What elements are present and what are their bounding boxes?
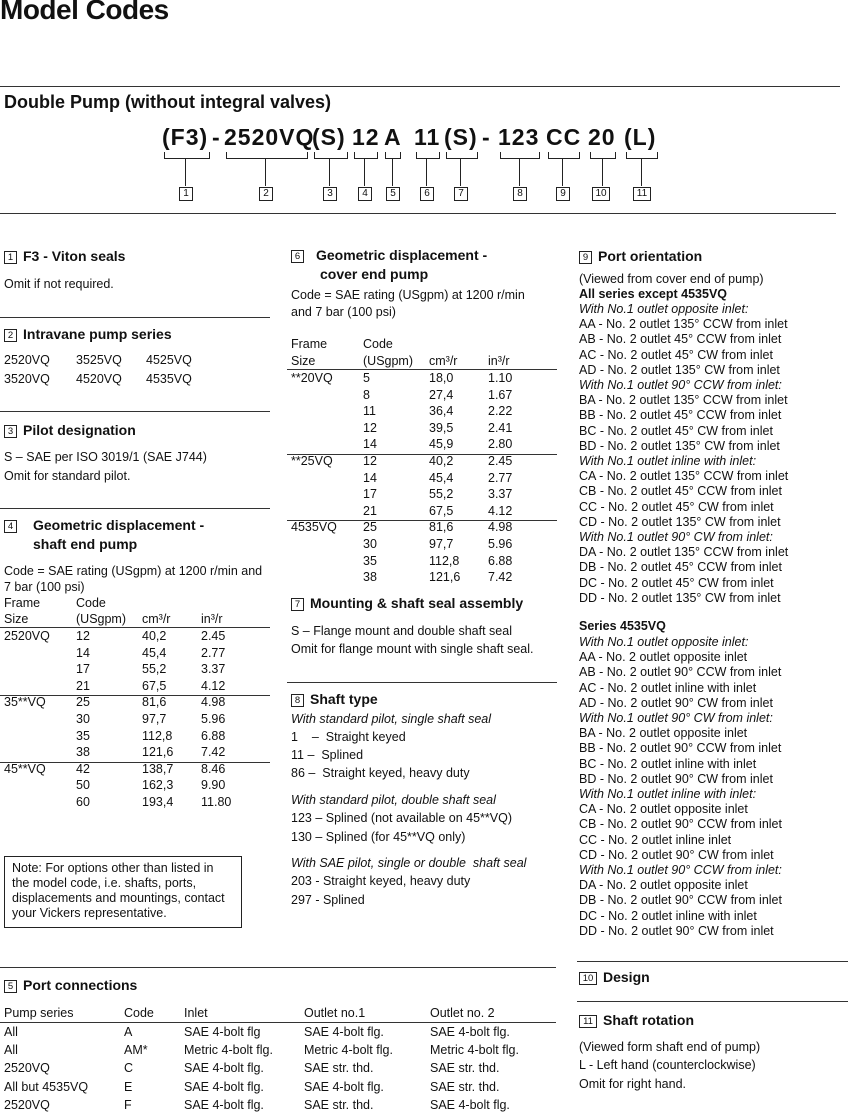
frame-size-cell [4, 728, 76, 744]
cm3-cell: 112,8 [142, 728, 173, 743]
cm3-cell: 97,7 [429, 537, 454, 551]
cm3-cell: 67,5 [429, 503, 454, 518]
code-cell: 14 [76, 645, 90, 660]
table-row [291, 503, 548, 519]
code-label: 7 [454, 187, 468, 201]
orientation-item: BC - No. 2 outlet 45° CW from inlet [579, 423, 773, 438]
frame-size-cell: **25VQ [291, 454, 333, 468]
table-row [291, 420, 548, 436]
orientation-group-heading: With No.1 outlet inline with inlet: [579, 454, 757, 469]
table-row [4, 777, 261, 793]
in3-cell: 4.98 [488, 520, 513, 535]
code-cell: 14 [363, 437, 377, 452]
section-11-line: L - Left hand (counterclockwise) [579, 1058, 756, 1072]
subtitle: Double Pump (without integral valves) [4, 92, 332, 112]
section-title-text: Port orientation [598, 248, 703, 264]
in3-cell: 11.80 [201, 795, 232, 809]
shaft-item: 11 – Splined [291, 748, 364, 762]
table-row [291, 453, 548, 469]
cm3-cell: 27,4 [429, 387, 454, 402]
frame-size-cell [291, 420, 363, 436]
orientation-item: AB - No. 2 outlet 45° CCW from inlet [579, 332, 782, 347]
orientation-item: CB - No. 2 outlet 90° CCW from inlet [579, 817, 782, 832]
in3-cell: 2.77 [201, 645, 226, 660]
code-label: 10 [592, 187, 610, 201]
table-cell: SAE 4-bolt flg. [184, 1079, 264, 1094]
orientation-item: BB - No. 2 outlet 90° CCW from inlet [579, 741, 782, 756]
code-part: 12 [352, 124, 380, 150]
section-10-title [579, 968, 650, 986]
orientation-item: BD - No. 2 outlet 90° CW from inlet [579, 771, 773, 786]
code-part: (L) [624, 124, 657, 150]
code-cell: 30 [76, 712, 90, 726]
orientation-item: CD - No. 2 outlet 135° CW from inlet [579, 514, 781, 529]
code-cell: 17 [76, 662, 90, 677]
section-11-line: (Viewed form shaft end of pump) [579, 1040, 761, 1054]
series-row: 3520VQ 4520VQ 4535VQ [4, 372, 192, 386]
code-label: 5 [386, 187, 400, 201]
frame-size-cell [4, 645, 76, 661]
section-title-text: Geometric displacement - [316, 247, 488, 263]
code-cell: 5 [363, 371, 370, 385]
orientation-item: BA - No. 2 outlet opposite inlet [579, 726, 748, 741]
table-cell: AM* [124, 1043, 148, 1058]
section-6-title [291, 246, 487, 264]
in3-cell: 1.67 [488, 387, 513, 402]
section-title-text: Geometric displacement - [33, 517, 205, 533]
frame-size-cell [4, 711, 76, 727]
orientation-item: CC - No. 2 outlet inline inlet [579, 832, 732, 847]
code-cell: 42 [76, 761, 90, 776]
orientation-item: DC - No. 2 outlet 45° CW from inlet [579, 575, 774, 590]
table-cell: SAE 4-bolt flg. [304, 1025, 384, 1039]
cm3-cell: 81,6 [429, 520, 454, 535]
code-part: 20 [588, 124, 616, 150]
orientation-item: AD - No. 2 outlet 90° CW from inlet [579, 695, 773, 710]
in3-cell: 4.12 [488, 503, 513, 518]
section-8-title [291, 690, 378, 708]
orientation-group-heading: With No.1 outlet opposite inlet: [579, 302, 749, 316]
section-3-line: S – SAE per ISO 3019/1 (SAE J744) [4, 450, 207, 464]
table-row [4, 678, 261, 694]
in3-cell: 7.42 [488, 570, 513, 585]
table-cell: SAE 4-bolt flg. [430, 1025, 510, 1039]
table-cell: SAE 4-bolt flg [184, 1025, 261, 1039]
in3-cell: 7.42 [201, 745, 226, 760]
note-line: displacements and mountings, contact [12, 891, 225, 905]
code-cell: 17 [363, 487, 377, 502]
section-6-desc: Code = SAE rating (USgpm) at 1200 r/min [291, 288, 525, 302]
section-number: 6 [291, 250, 304, 263]
in3-cell: 9.90 [201, 778, 226, 793]
code-cell: 60 [76, 795, 90, 809]
code-cell: 25 [363, 520, 377, 535]
orientation-item: CB - No. 2 outlet 45° CCW from inlet [579, 484, 782, 499]
section-7-line: S – Flange mount and double shaft seal [291, 624, 512, 638]
section-4-title-line2: shaft end pump [33, 536, 138, 552]
section-11-title [579, 1011, 694, 1029]
frame-size-cell [291, 553, 363, 569]
section-title-text: Shaft type [310, 691, 378, 707]
table-row [4, 1060, 550, 1076]
table-row [4, 794, 261, 810]
port-orientation-group-heading: All series except 4535VQ [579, 287, 728, 301]
table-cell: SAE 4-bolt flg. [430, 1097, 510, 1112]
code-part: CC [546, 124, 582, 150]
orientation-item: DB - No. 2 outlet 90° CCW from inlet [579, 893, 782, 908]
section-title-text: Shaft rotation [603, 1012, 694, 1028]
port-orientation-subtitle: (Viewed from cover end of pump) [579, 272, 764, 286]
code-label: 8 [513, 187, 527, 201]
code-dash: - [212, 124, 221, 150]
cm3-cell: 112,8 [429, 553, 460, 568]
in3-cell: 2.45 [201, 629, 226, 643]
orientation-item: DA - No. 2 outlet 135° CCW from inlet [579, 545, 789, 560]
cm3-cell: 45,4 [429, 470, 454, 485]
shaft-item: 1 – Straight keyed [291, 730, 406, 744]
frame-size-cell [291, 436, 363, 452]
code-rule [0, 213, 836, 214]
section-title-text: F3 - Viton seals [23, 248, 126, 264]
orientation-item: CA - No. 2 outlet opposite inlet [579, 802, 748, 817]
orientation-group-heading: With No.1 outlet opposite inlet: [579, 635, 749, 649]
table-row [4, 1042, 550, 1058]
code-label: 4 [358, 187, 372, 201]
in3-cell: 3.37 [201, 662, 226, 677]
port-orientation-list-all [579, 302, 788, 606]
code-label: 9 [556, 187, 570, 201]
section-title-text: Mounting & shaft seal assembly [310, 595, 524, 611]
orientation-item: AC - No. 2 outlet 45° CW from inlet [579, 347, 773, 362]
table-header: Size (USgpm) cm³/r in³/r [291, 354, 510, 368]
section-4-title [4, 516, 204, 534]
section-6-title-line2: cover end pump [320, 266, 429, 282]
in3-cell: 8.46 [201, 761, 226, 776]
code-part: (F3) [162, 124, 209, 150]
code-cell: 21 [76, 678, 90, 693]
table-row [291, 486, 548, 502]
table-cell: 2520VQ [4, 1061, 50, 1076]
code-part: 2520VQ [224, 124, 315, 150]
orientation-group-heading: With No.1 outlet 90° CCW from inlet: [579, 863, 782, 878]
shaft-item: 297 - Splined [291, 893, 365, 907]
in3-cell: 6.88 [201, 728, 226, 743]
code-cell: 50 [76, 778, 90, 793]
frame-size-cell [4, 661, 76, 677]
frame-size-cell: 2520VQ [4, 629, 50, 643]
cm3-cell: 162,3 [142, 778, 174, 793]
code-label: 3 [323, 187, 337, 201]
table-cell: SAE str. thd. [430, 1079, 500, 1094]
code-cell: 21 [363, 503, 377, 518]
orientation-item: DD - No. 2 outlet 135° CW from inlet [579, 590, 781, 605]
frame-size-cell [4, 744, 76, 760]
table-header: Pump series Code Inlet Outlet no.1 Outlet no. 2 [4, 1006, 495, 1020]
orientation-item: AC - No. 2 outlet inline with inlet [579, 680, 757, 695]
shaft-group-heading: With standard pilot, single shaft seal [291, 712, 491, 726]
frame-size-cell [291, 503, 363, 519]
in3-cell: 2.45 [488, 454, 513, 468]
table-row [291, 553, 548, 569]
cm3-cell: 18,0 [429, 371, 454, 385]
cm3-cell: 39,5 [429, 420, 454, 435]
table-cell: All [4, 1043, 18, 1058]
section-1-text: Omit if not required. [4, 277, 114, 291]
section-title-text: Intravane pump series [23, 326, 172, 342]
orientation-item: AA - No. 2 outlet opposite inlet [579, 650, 748, 665]
code-cell: 35 [76, 728, 90, 743]
in3-cell: 2.77 [488, 470, 513, 485]
section-number: 10 [579, 972, 597, 985]
code-cell: 30 [363, 537, 377, 551]
table-row [4, 1079, 550, 1095]
table-row [4, 645, 261, 661]
code-cell: 11 [363, 404, 376, 419]
port-orientation-list-4535 [579, 635, 782, 939]
table-cell: SAE 4-bolt flg. [184, 1097, 264, 1112]
orientation-item: CA - No. 2 outlet 135° CCW from inlet [579, 469, 789, 484]
code-cell: 35 [363, 553, 377, 568]
page-title: Model Codes [0, 0, 169, 25]
code-cell: 12 [76, 629, 90, 643]
table-row [291, 403, 548, 419]
orientation-item: BB - No. 2 outlet 45° CCW from inlet [579, 408, 782, 423]
table-row [291, 519, 548, 535]
section-3-title [4, 421, 136, 439]
orientation-item: DC - No. 2 outlet inline with inlet [579, 908, 757, 923]
table-cell: A [124, 1025, 133, 1039]
section-11-line: Omit for right hand. [579, 1077, 686, 1091]
frame-size-cell: 35**VQ [4, 695, 46, 710]
in3-cell: 2.22 [488, 404, 513, 419]
in3-cell: 4.98 [201, 695, 226, 710]
cm3-cell: 36,4 [429, 404, 454, 419]
frame-size-cell [4, 794, 76, 810]
table-row [291, 436, 548, 452]
table-cell: 2520VQ [4, 1097, 50, 1112]
table-row [291, 536, 548, 552]
orientation-item: BD - No. 2 outlet 135° CW from inlet [579, 438, 780, 453]
orientation-item: AD - No. 2 outlet 135° CW from inlet [579, 362, 780, 377]
table-cell: SAE str. thd. [304, 1097, 374, 1112]
section-title-text: Design [603, 969, 650, 985]
shaft-item: 86 – Straight keyed, heavy duty [291, 766, 470, 780]
frame-size-cell [4, 777, 76, 793]
note-line: the model code, i.e. shafts, ports, [12, 876, 197, 890]
shaft-item: 203 - Straight keyed, heavy duty [291, 874, 471, 888]
table-row [4, 744, 261, 760]
frame-size-cell [291, 470, 363, 486]
table-cell: SAE str. thd. [430, 1061, 500, 1076]
note-line: your Vickers representative. [12, 906, 167, 920]
orientation-group-heading: With No.1 outlet inline with inlet: [579, 787, 757, 802]
table-row [291, 470, 548, 486]
code-dash: - [482, 124, 491, 150]
section-7-title [291, 594, 523, 612]
code-cell: 8 [363, 387, 370, 402]
table-cell: F [124, 1097, 132, 1112]
code-cell: 14 [363, 470, 377, 485]
cm3-cell: 138,7 [142, 761, 174, 776]
cm3-cell: 81,6 [142, 695, 167, 710]
title-rule [0, 86, 840, 87]
code-label: 1 [179, 187, 193, 201]
orientation-group-heading: With No.1 outlet 90° CCW from inlet: [579, 378, 782, 393]
cm3-cell: 121,6 [429, 570, 461, 585]
table-header: Size (USgpm) cm³/r in³/r [4, 612, 223, 626]
code-label: 11 [633, 187, 651, 201]
section-number: 9 [579, 251, 592, 264]
code-part: 11 [414, 124, 441, 150]
section-3-line: Omit for standard pilot. [4, 469, 131, 483]
code-part: 123 [498, 124, 540, 150]
in3-cell: 4.12 [201, 678, 226, 693]
orientation-item: CD - No. 2 outlet 90° CW from inlet [579, 847, 774, 862]
frame-size-cell [291, 486, 363, 502]
table-cell: Metric 4-bolt flg. [430, 1043, 519, 1058]
table-row [291, 370, 548, 386]
code-part: (S) [312, 124, 346, 150]
table-row [4, 628, 261, 644]
cm3-cell: 55,2 [429, 487, 454, 502]
orientation-group-heading: With No.1 outlet 90° CW from inlet: [579, 530, 773, 545]
code-part: (S) [444, 124, 478, 150]
orientation-item: DD - No. 2 outlet 90° CW from inlet [579, 923, 774, 938]
section-number: 3 [4, 425, 17, 438]
orientation-group-heading: With No.1 outlet 90° CW from inlet: [579, 711, 773, 726]
section-6-desc: and 7 bar (100 psi) [291, 305, 396, 319]
cm3-cell: 45,4 [142, 645, 167, 660]
section-number: 11 [579, 1015, 597, 1028]
table-row [4, 711, 261, 727]
table-cell: E [124, 1079, 133, 1094]
table-row [4, 728, 261, 744]
port-orientation-group-heading: Series 4535VQ [579, 619, 666, 633]
frame-size-cell [291, 403, 363, 419]
in3-cell: 6.88 [488, 553, 513, 568]
orientation-item: DA - No. 2 outlet opposite inlet [579, 878, 748, 893]
section-number: 1 [4, 251, 17, 264]
cm3-cell: 40,2 [429, 454, 454, 468]
table-row [291, 569, 548, 585]
table-cell: Metric 4-bolt flg. [184, 1043, 273, 1058]
table-header: Frame Code [291, 337, 393, 351]
cm3-cell: 193,4 [142, 795, 174, 809]
section-number: 4 [4, 520, 17, 533]
code-cell: 25 [76, 695, 90, 710]
in3-cell: 5.96 [488, 537, 513, 551]
cm3-cell: 121,6 [142, 745, 174, 760]
section-title-text: Port connections [23, 977, 138, 993]
shaft-item: 130 – Splined (for 45**VQ only) [291, 830, 466, 844]
section-2-title [4, 325, 172, 343]
in3-cell: 5.96 [201, 712, 226, 726]
note-box [4, 856, 242, 928]
orientation-item: CC - No. 2 outlet 45° CW from inlet [579, 499, 774, 514]
section-number: 8 [291, 694, 304, 707]
shaft-group-heading: With standard pilot, double shaft seal [291, 793, 496, 807]
frame-size-cell: 45**VQ [4, 761, 46, 776]
frame-size-cell [291, 536, 363, 552]
cm3-cell: 67,5 [142, 678, 167, 693]
table-row [4, 761, 261, 777]
orientation-item: DB - No. 2 outlet 45° CCW from inlet [579, 560, 782, 575]
section-4-desc: Code = SAE rating (USgpm) at 1200 r/min and [4, 564, 263, 578]
table-row [4, 661, 261, 677]
code-cell: 12 [363, 454, 377, 468]
shaft-item: 123 – Splined (not available on 45**VQ) [291, 811, 512, 825]
frame-size-cell [4, 678, 76, 694]
shaft-group-heading: With SAE pilot, single or double shaft seal [291, 856, 527, 870]
code-label: 2 [259, 187, 273, 201]
table-cell: SAE str. thd. [304, 1061, 374, 1076]
table-row [4, 1024, 550, 1040]
code-cell: 38 [363, 570, 377, 585]
section-4-desc: 7 bar (100 psi) [4, 580, 85, 594]
series-row: 2520VQ 3525VQ 4525VQ [4, 353, 192, 367]
section-7-line: Omit for flange mount with single shaft seal. [291, 642, 534, 656]
section-number: 2 [4, 329, 17, 342]
table-cell: SAE 4-bolt flg. [184, 1061, 264, 1076]
orientation-item: BA - No. 2 outlet 135° CCW from inlet [579, 393, 788, 408]
code-cell: 12 [363, 420, 377, 435]
table-row [4, 694, 261, 710]
code-part: A [384, 124, 402, 150]
cm3-cell: 55,2 [142, 662, 167, 677]
table-cell: C [124, 1061, 134, 1076]
section-9-title [579, 247, 702, 265]
section-5-title [4, 976, 137, 994]
frame-size-cell [291, 569, 363, 585]
orientation-item: BC - No. 2 outlet inline with inlet [579, 756, 757, 771]
in3-cell: 2.80 [488, 437, 513, 452]
in3-cell: 3.37 [488, 487, 513, 502]
table-header: Frame Code [4, 596, 106, 610]
orientation-item: AA - No. 2 outlet 135° CCW from inlet [579, 317, 788, 332]
code-cell: 38 [76, 745, 90, 760]
frame-size-cell: **20VQ [291, 371, 333, 385]
section-title-text: Pilot designation [23, 422, 136, 438]
note-line: Note: For options other than listed in [12, 861, 214, 875]
cm3-cell: 97,7 [142, 712, 167, 726]
table-row [4, 1097, 550, 1113]
section-1-title [4, 247, 125, 265]
table-cell: Metric 4-bolt flg. [304, 1043, 393, 1058]
table-cell: SAE 4-bolt flg. [304, 1079, 384, 1094]
table-cell: All but 4535VQ [4, 1079, 89, 1094]
cm3-cell: 45,9 [429, 437, 454, 452]
orientation-item: AB - No. 2 outlet 90° CCW from inlet [579, 665, 782, 680]
table-cell: All [4, 1025, 18, 1039]
section-number: 5 [4, 980, 17, 993]
in3-cell: 2.41 [488, 420, 513, 435]
cm3-cell: 40,2 [142, 629, 167, 643]
table-row [291, 387, 548, 403]
section-number: 7 [291, 598, 304, 611]
in3-cell: 1.10 [488, 371, 513, 385]
frame-size-cell [291, 387, 363, 403]
code-label: 6 [420, 187, 434, 201]
frame-size-cell: 4535VQ [291, 520, 337, 535]
